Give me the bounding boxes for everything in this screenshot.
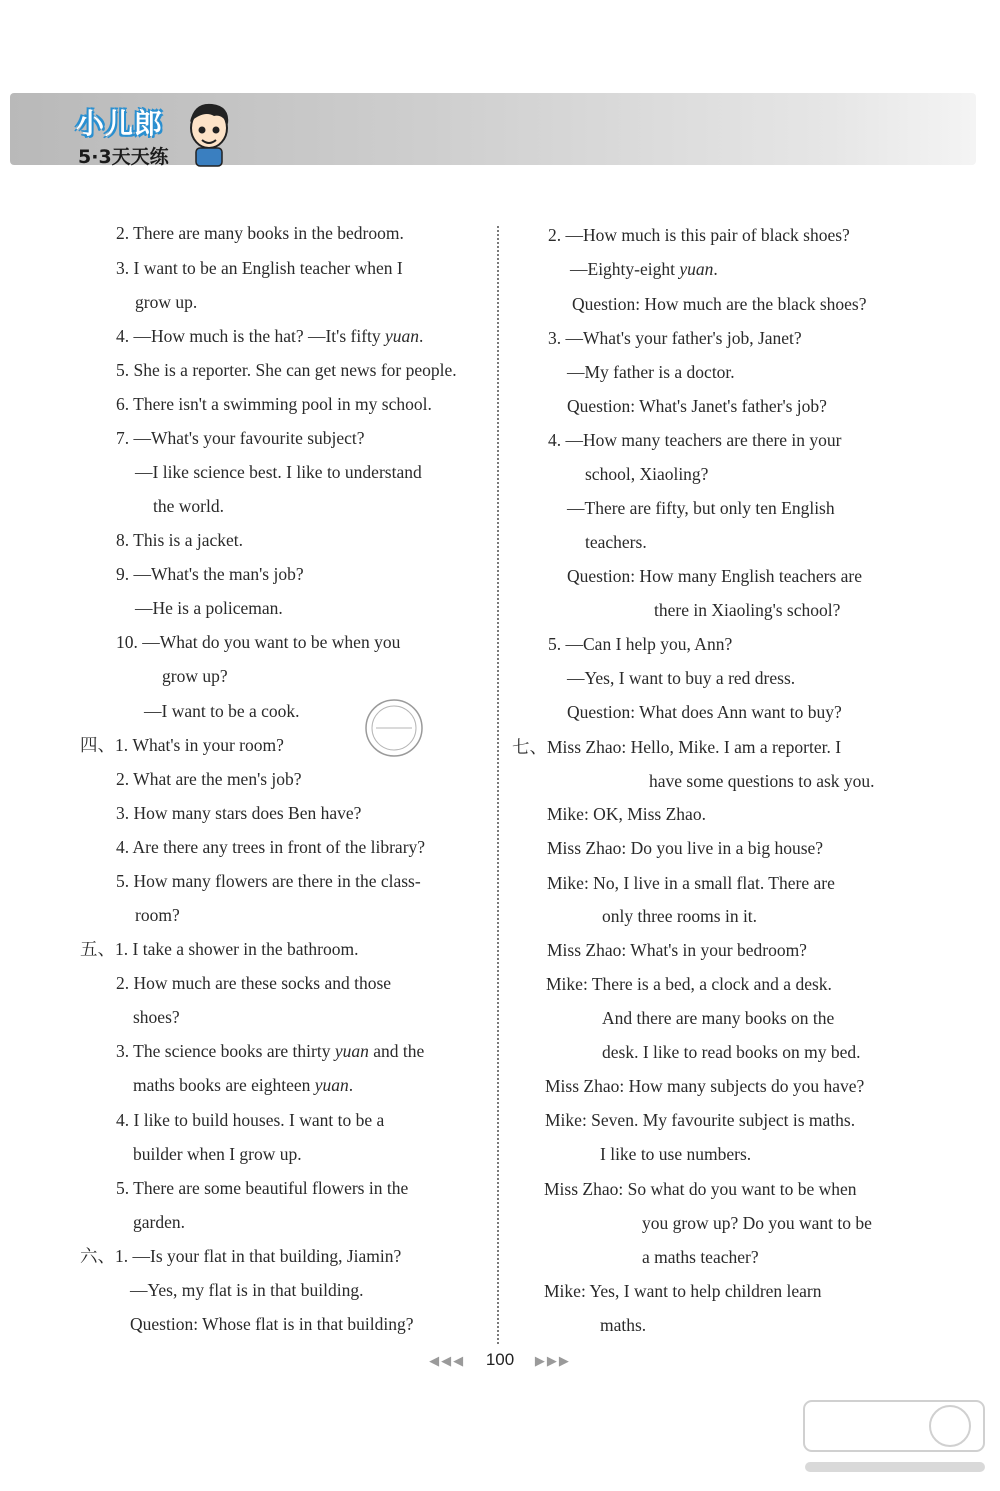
text-line: a maths teacher? xyxy=(642,1247,759,1267)
text-line: And there are many books on the xyxy=(602,1008,835,1028)
text-line: 3. The science books are thirty yuan and the xyxy=(116,1041,425,1061)
text-line: teachers. xyxy=(585,532,647,552)
section-heading-line: 六、1. —Is your flat in that building, Jiamin? xyxy=(80,1246,402,1266)
text-line: Mike: Seven. My favourite subject is maths. xyxy=(545,1110,856,1130)
text-line: 2. There are many books in the bedroom. xyxy=(116,223,404,243)
text-line: school, Xiaoling? xyxy=(585,464,709,484)
text-line: Question: What's Janet's father's job? xyxy=(567,396,827,416)
section-heading-line: 四、1. What's in your room? xyxy=(80,735,284,755)
text-line: builder when I grow up. xyxy=(133,1144,302,1164)
text-line: Question: How many English teachers are xyxy=(567,566,862,586)
text-line: —I like science best. I like to understand xyxy=(135,462,422,482)
brand-logo xyxy=(74,100,244,172)
text-line: Question: What does Ann want to buy? xyxy=(567,702,842,722)
text-line: 2. How much are these socks and those xyxy=(116,973,392,993)
text-line: Question: How much are the black shoes? xyxy=(572,294,867,314)
text-line: 5. How many flowers are there in the class- xyxy=(116,871,421,891)
text-line: 5. She is a reporter. She can get news for people. xyxy=(116,360,457,380)
text-line: shoes? xyxy=(133,1007,180,1027)
page-number: 100 xyxy=(485,1350,515,1369)
text-line: maths. xyxy=(600,1315,647,1335)
text-line: Question: Whose flat is in that building? xyxy=(130,1314,414,1334)
text-line: —Yes, I want to buy a red dress. xyxy=(567,668,796,688)
text-line: —Eighty-eight yuan. xyxy=(570,259,718,279)
text-line: only three rooms in it. xyxy=(602,906,758,926)
text-line: you grow up? Do you want to be xyxy=(642,1213,872,1233)
text-line: 8. This is a jacket. xyxy=(116,530,244,550)
text-line: 4. I like to build houses. I want to be a xyxy=(116,1110,385,1130)
page-footer xyxy=(0,1350,1000,1370)
text-line: 2. What are the men's job? xyxy=(116,769,302,789)
text-line: 6. There isn't a swimming pool in my school. xyxy=(116,394,432,414)
text-line: Mike: There is a bed, a clock and a desk. xyxy=(546,974,832,994)
text-line: 4. —How much is the hat? —It's fifty yuan. xyxy=(116,326,424,346)
text-line: 3. I want to be an English teacher when I xyxy=(116,258,403,278)
section-heading-line: 七、Miss Zhao: Hello, Mike. I am a reporter. I xyxy=(512,737,842,757)
text-line: Miss Zhao: What's in your bedroom? xyxy=(547,940,807,960)
text-line: room? xyxy=(135,905,180,925)
text-line: 7. —What's your favourite subject? xyxy=(116,428,365,448)
text-line: 3. How many stars does Ben have? xyxy=(116,803,362,823)
prev-arrows-icon: ◀◀◀ xyxy=(429,1353,466,1368)
text-line: 5. —Can I help you, Ann? xyxy=(548,634,733,654)
text-line: Miss Zhao: So what do you want to be when xyxy=(544,1179,857,1199)
text-line: —My father is a doctor. xyxy=(567,362,735,382)
text-line: Mike: No, I live in a small flat. There are xyxy=(547,873,835,893)
text-line: 10. —What do you want to be when you xyxy=(116,632,401,652)
text-line: 4. Are there any trees in front of the library? xyxy=(116,837,426,857)
brand-subtitle: 5·3天天练 xyxy=(78,146,169,168)
text-line: 5. There are some beautiful flowers in the xyxy=(116,1178,409,1198)
stamp-seal-icon xyxy=(362,696,426,760)
text-line: 2. —How much is this pair of black shoes? xyxy=(548,225,850,245)
text-line: —He is a policeman. xyxy=(135,598,283,618)
text-line: garden. xyxy=(133,1212,185,1232)
text-line: the world. xyxy=(153,496,224,516)
text-line: —I want to be a cook. xyxy=(144,701,300,721)
text-line: I like to use numbers. xyxy=(600,1144,752,1164)
text-line: Mike: Yes, I want to help children learn xyxy=(544,1281,822,1301)
text-line: —There are fifty, but only ten English xyxy=(567,498,835,518)
text-line: Mike: OK, Miss Zhao. xyxy=(547,804,706,824)
section-heading-line: 五、1. I take a shower in the bathroom. xyxy=(80,939,359,959)
next-arrows-icon: ▶▶▶ xyxy=(534,1353,571,1368)
text-line: Miss Zhao: How many subjects do you have? xyxy=(545,1076,865,1096)
watermark-logo xyxy=(800,1395,990,1485)
text-line: have some questions to ask you. xyxy=(649,771,875,791)
brand-title: 小儿郎 xyxy=(76,107,164,140)
text-line: maths books are eighteen yuan. xyxy=(133,1075,354,1095)
text-line: there in Xiaoling's school? xyxy=(654,600,841,620)
text-line: desk. I like to read books on my bed. xyxy=(602,1042,861,1062)
text-line: 3. —What's your father's job, Janet? xyxy=(548,328,802,348)
column-divider xyxy=(497,226,499,1344)
text-line: —Yes, my flat is in that building. xyxy=(130,1280,364,1300)
text-line: grow up? xyxy=(162,666,228,686)
mascot-boy-icon xyxy=(184,100,234,168)
text-line: grow up. xyxy=(135,292,198,312)
text-line: 9. —What's the man's job? xyxy=(116,564,304,584)
text-line: 4. —How many teachers are there in your xyxy=(548,430,842,450)
text-line: Miss Zhao: Do you live in a big house? xyxy=(547,838,824,858)
